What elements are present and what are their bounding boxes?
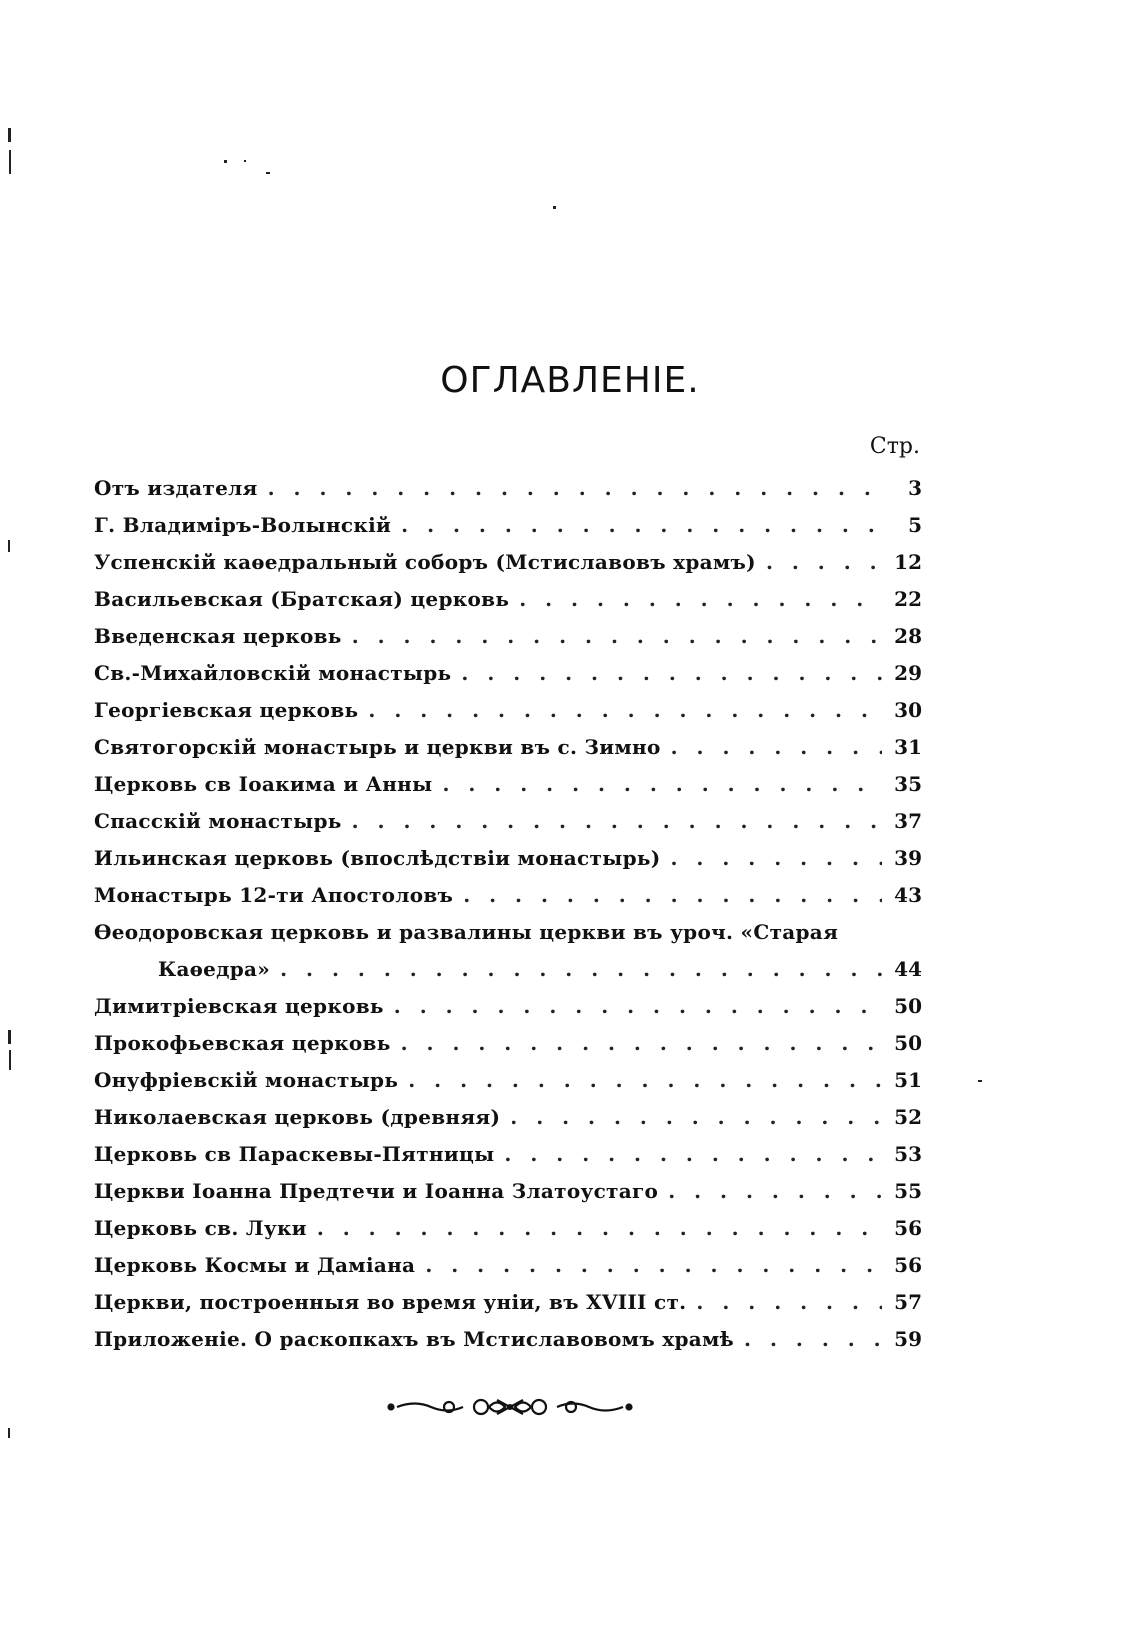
toc-entry [94,655,922,692]
toc-entry [94,1247,922,1284]
toc-entry [94,1284,922,1321]
toc-entry-page: 56 [894,1216,922,1240]
toc-entry-page: 56 [894,1253,922,1277]
toc-entry-title: Церковь св Іоакима и Анны [94,772,433,796]
dot-leader [671,729,882,766]
toc-entry [94,692,922,729]
scan-speck [9,150,11,174]
decorative-vignette-icon [385,1392,635,1422]
toc-entry-page: 51 [894,1068,922,1092]
toc-entry [94,803,922,840]
page-column-label: Стр. [869,434,920,459]
dot-leader [766,544,882,581]
page-title: ОГЛАВЛЕНІЕ. [440,360,700,401]
dot-leader [352,618,882,655]
toc-entry-title: Введенская церковь [94,624,342,648]
toc-entry-page: 39 [894,846,922,870]
toc-entry [94,766,922,803]
scan-speck [8,1030,11,1044]
toc-entry-title: Приложеніе. О раскопкахъ въ Мстиславовомъ храмѣ [94,1327,735,1351]
toc-entry-title: Николаевская церковь (древняя) [94,1105,501,1129]
toc-entry-title: Васильевская (Братская) церковь [94,587,510,611]
toc-entry-title: Церкви Іоанна Предтечи и Іоанна Златоустаго [94,1179,659,1203]
toc-entry [94,507,922,544]
toc-entry-title: Димитріевская церковь [94,994,384,1018]
toc-entry [94,1062,922,1099]
dot-leader [401,507,882,544]
scan-speck [553,206,556,209]
toc-entry-title: Церкви, построенныя во время уніи, въ XVIII ст. [94,1290,687,1314]
toc-entry-page: 35 [894,772,922,796]
table-of-contents [94,470,922,1358]
dot-leader [671,840,883,877]
dot-leader [696,1284,882,1321]
dot-leader [408,1062,882,1099]
toc-entry-page: 22 [894,587,922,611]
toc-entry-title: Ильинская церковь (впослѣдствіи монастырь) [94,846,661,870]
dot-leader [425,1247,882,1284]
scan-speck [8,128,11,142]
toc-entry-title-continuation: Каѳедра» [158,957,271,981]
toc-entry [94,618,922,655]
toc-entry-title: Г. Владиміръ-Волынскій [94,513,392,537]
toc-entry-title: Успенскій каѳедральный соборъ (Мстиславовъ храмъ) [94,550,756,574]
toc-entry-page: 3 [908,476,922,500]
toc-entry-title: Прокофьевская церковь [94,1031,391,1055]
dot-leader [280,951,882,988]
dot-leader [368,692,882,729]
dot-leader [268,470,882,507]
toc-entry-title: Спасскій монастырь [94,809,342,833]
scan-speck [9,1050,11,1070]
toc-entry-title: Церковь св Параскевы-Пятницы [94,1142,495,1166]
toc-entry [94,1321,922,1358]
scan-speck [8,1428,10,1438]
toc-entry [94,581,922,618]
toc-entry-page: 29 [894,661,922,685]
toc-entry-page: 57 [894,1290,922,1314]
toc-entry-page: 12 [894,550,922,574]
toc-entry [94,1025,922,1062]
dot-leader [317,1210,882,1247]
dot-leader [352,803,882,840]
toc-entry-page: 43 [894,883,922,907]
toc-entry-page: 5 [908,513,922,537]
toc-entry [94,470,922,507]
dot-leader [463,877,882,914]
toc-entry [94,1099,922,1136]
toc-entry-title: Отъ издателя [94,476,258,500]
toc-entry-page: 31 [894,735,922,759]
toc-entry-title: Св.-Михайловскій монастырь [94,661,452,685]
toc-entry-continuation [94,951,922,988]
toc-entry-page: 50 [894,994,922,1018]
toc-entry [94,840,922,877]
toc-entry-title: Церковь св. Луки [94,1216,307,1240]
dot-leader [461,655,882,692]
scan-speck [266,172,270,174]
toc-entry-title: Ѳеодоровская церковь и развалины церкви въ уроч. «Старая [94,920,839,944]
toc-entry-page: 30 [894,698,922,722]
toc-entry-title: Монастырь 12-ти Апостоловъ [94,883,454,907]
scan-speck [244,160,246,162]
dot-leader [668,1173,882,1210]
toc-entry [94,988,922,1025]
dot-leader [504,1136,882,1173]
toc-entry-title: Георгіевская церковь [94,698,359,722]
toc-entry [94,877,922,914]
dot-leader [519,581,882,618]
toc-entry-page: 37 [894,809,922,833]
dot-leader [510,1099,882,1136]
toc-entry-title: Святогорскій монастырь и церкви въ с. Зимно [94,735,661,759]
toc-entry [94,1173,922,1210]
toc-entry [94,544,922,581]
scan-speck [978,1080,982,1082]
toc-entry-page: 44 [894,957,922,981]
scan-speck [8,540,10,552]
toc-entry-title: Церковь Космы и Даміана [94,1253,416,1277]
toc-entry-page: 55 [894,1179,922,1203]
dot-leader [442,766,882,803]
toc-entry-page: 53 [894,1142,922,1166]
toc-entry-title: Онуфріевскій монастырь [94,1068,399,1092]
dot-leader [744,1321,882,1358]
toc-entry [94,914,922,951]
toc-entry-page: 52 [894,1105,922,1129]
dot-leader [401,1025,882,1062]
toc-entry [94,729,922,766]
dot-leader [394,988,882,1025]
toc-entry-page: 59 [894,1327,922,1351]
toc-entry [94,1210,922,1247]
toc-entry [94,1136,922,1173]
scan-speck [224,160,227,163]
toc-entry-page: 28 [894,624,922,648]
toc-entry-page: 50 [894,1031,922,1055]
